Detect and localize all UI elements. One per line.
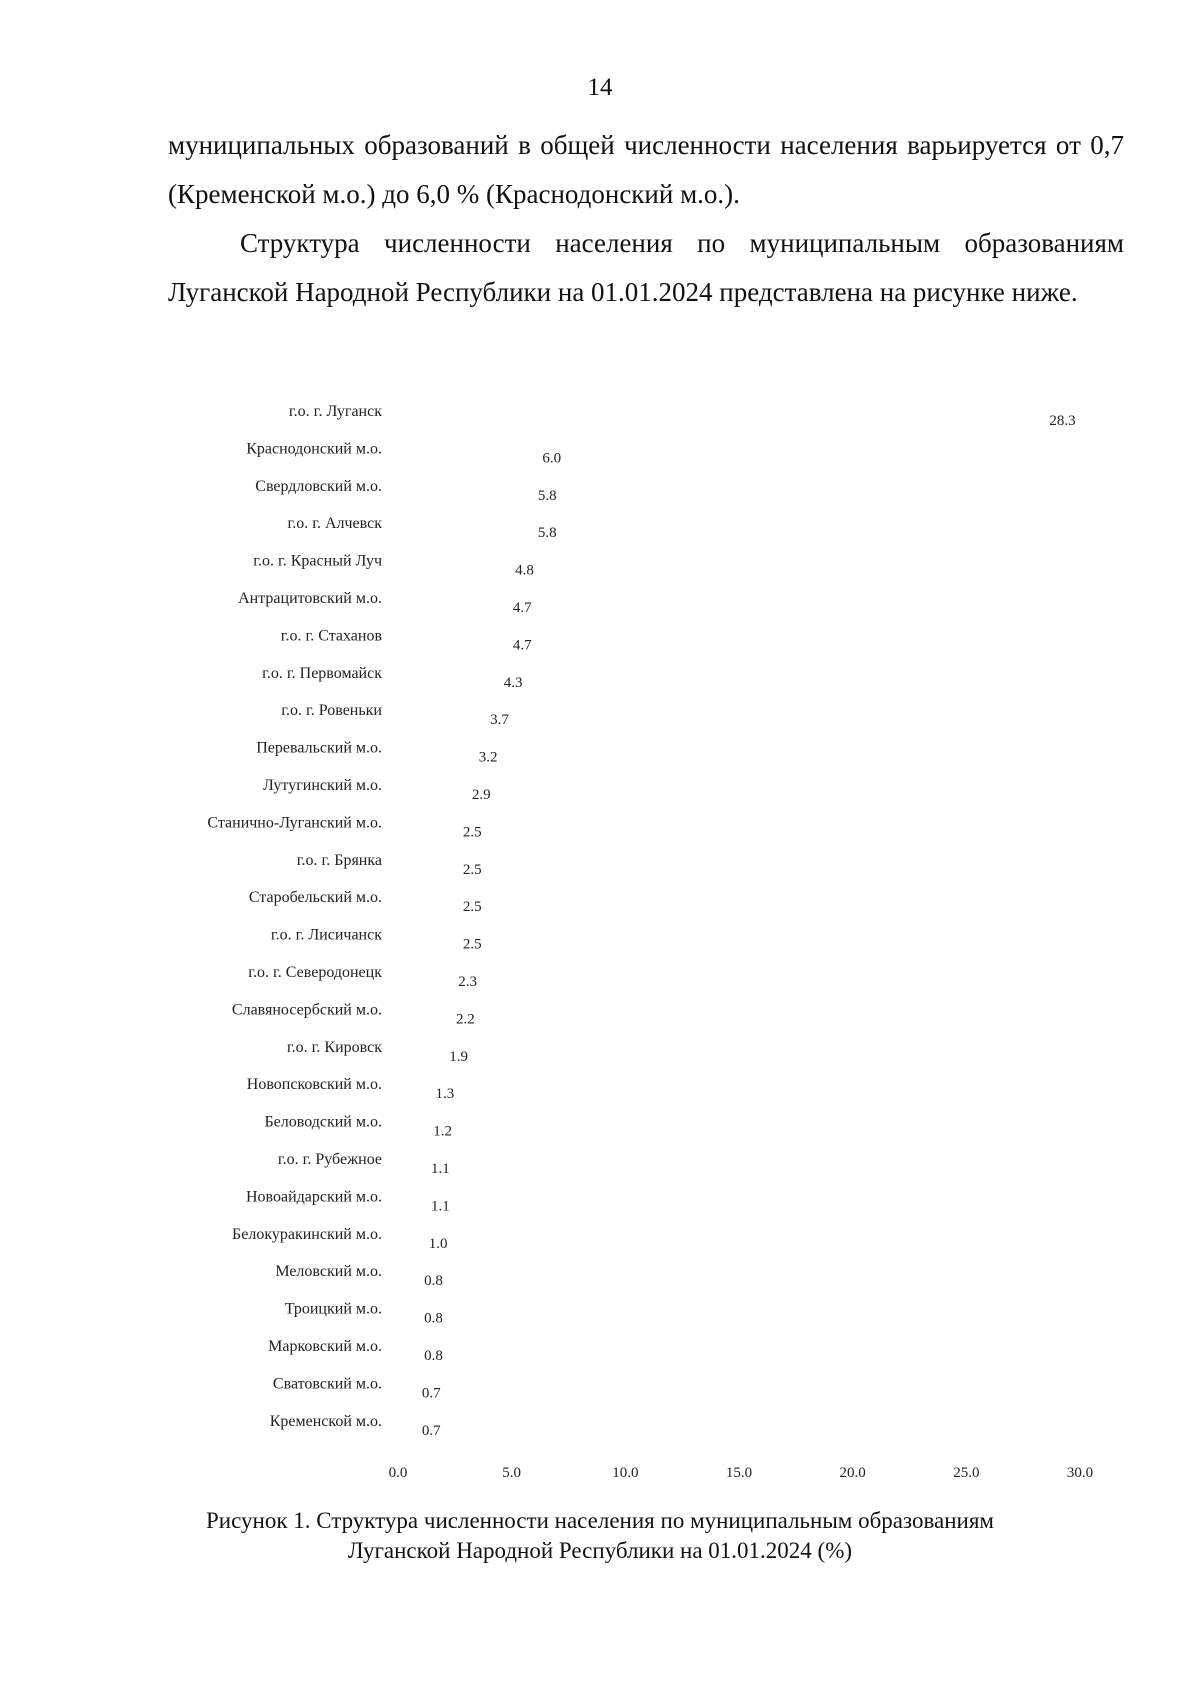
category-label: Марковский м.о. (268, 1338, 382, 1355)
value-label: 4.8 (515, 562, 534, 579)
category-label: Славяносербский м.о. (231, 1001, 382, 1019)
category-label: Белокуракинский м.о. (232, 1225, 382, 1243)
x-tick-label: 0.0 (388, 1465, 408, 1482)
value-label: 2.3 (458, 974, 478, 990)
value-label: 5.8 (537, 525, 557, 542)
value-label: 0.8 (424, 1348, 443, 1364)
category-label: г.о. г. Алчевск (287, 515, 382, 533)
bar (398, 443, 534, 463)
bar (398, 1042, 441, 1062)
category-label: Сватовский м.о. (272, 1375, 382, 1393)
value-label: 0.7 (421, 1422, 441, 1439)
value-label: 2.5 (462, 824, 482, 841)
value-label: 0.8 (424, 1273, 443, 1290)
value-label: 2.5 (462, 936, 482, 953)
value-label: 4.3 (503, 674, 523, 691)
bar (398, 930, 455, 950)
category-label: Краснодонский м.о. (246, 440, 382, 458)
category-label: г.о. г. Северодонецк (248, 964, 382, 981)
category-label: Троицкий м.о. (284, 1300, 382, 1318)
bar (398, 1229, 421, 1249)
bar (398, 855, 455, 875)
value-label: 1.2 (433, 1123, 453, 1140)
category-label: г.о. г. Стаханов (280, 627, 382, 645)
category-label: Новопсковский м.о. (246, 1076, 382, 1094)
bar (398, 1154, 423, 1174)
bar (398, 630, 505, 650)
value-label: 5.8 (537, 487, 557, 504)
x-tick-label: 5.0 (502, 1465, 522, 1482)
category-label: г.о. г. Первомайск (262, 664, 382, 682)
bar (398, 556, 507, 576)
category-label: Новоайдарский м.о. (245, 1188, 382, 1206)
paragraph-2: Структура численности населения по муниципальным образованиям Луганской Народной Республики на 01.01.2024 представлена на рисунке ниже. (168, 228, 1124, 307)
x-tick-label: 20.0 (839, 1465, 866, 1482)
value-label: 4.7 (512, 600, 532, 616)
category-label: Старобельский м.о. (248, 889, 382, 907)
value-label: 6.0 (542, 450, 562, 467)
bar (398, 406, 1041, 426)
category-label: г.о. г. Луганск (288, 403, 382, 420)
bar (398, 1266, 416, 1286)
value-label: 1.9 (449, 1048, 468, 1065)
figure-caption-line-2: Луганской Народной Республики на 01.01.2024 (%) (347, 1538, 853, 1563)
population-structure-chart (0, 390, 1200, 1500)
bar (398, 817, 455, 837)
category-label: Перевальский м.о. (256, 739, 382, 757)
value-label: 2.9 (471, 787, 491, 803)
bar (398, 668, 496, 688)
value-label: 1.0 (428, 1235, 448, 1252)
bar (398, 780, 464, 800)
category-label: Меловский м.о. (275, 1263, 382, 1281)
bar (398, 481, 530, 501)
value-label: 0.8 (424, 1310, 443, 1327)
value-label: 1.1 (431, 1198, 450, 1215)
bar (398, 518, 530, 538)
value-label: 0.7 (421, 1385, 441, 1402)
x-tick-label: 15.0 (725, 1465, 753, 1482)
category-label: г.о. г. Кировск (286, 1038, 382, 1056)
bar (398, 967, 450, 987)
category-label: г.о. г. Лисичанск (270, 926, 382, 944)
figure-caption-line-1: Рисунок 1. Структура численности населения по муниципальным образованиям (206, 1508, 994, 1533)
category-label: г.о. г. Красный Луч (253, 552, 382, 570)
paragraph-1: муниципальных образований в общей численности населения варьируется от 0,7 (Кременской м.о.) до 6,0 % (Краснодонский м.о.). (168, 130, 1124, 209)
value-label: 3.2 (478, 749, 498, 766)
bar (398, 593, 505, 613)
category-label: Антрацитовский м.о. (238, 590, 382, 607)
x-tick-label: 25.0 (953, 1465, 980, 1482)
category-label: Станично-Луганский м.о. (207, 814, 382, 832)
value-label: 2.5 (462, 861, 482, 878)
bar (398, 1341, 416, 1361)
category-label: Свердловский м.о. (255, 477, 382, 495)
figure-caption (150, 1506, 1050, 1566)
bar (398, 705, 482, 725)
bar (398, 1378, 414, 1398)
bar (398, 892, 455, 912)
bar (398, 1117, 425, 1137)
category-label: г.о. г. Брянка (296, 851, 382, 869)
value-label: 2.2 (456, 1011, 475, 1028)
page-number: 14 (587, 74, 613, 101)
bar (398, 1004, 448, 1024)
category-label: Лутугинский м.о. (262, 777, 382, 794)
x-tick-label: 30.0 (1066, 1465, 1094, 1482)
bar (398, 1416, 414, 1436)
value-label: 3.7 (490, 712, 509, 729)
category-label: г.о. г. Рубежное (277, 1151, 382, 1168)
category-label: Кременской м.о. (269, 1412, 382, 1430)
value-label: 1.3 (435, 1086, 455, 1103)
x-tick-label: 10.0 (612, 1465, 639, 1482)
category-label: Беловодский м.о. (264, 1113, 382, 1131)
value-label: 1.1 (431, 1161, 450, 1177)
bar (398, 1191, 423, 1211)
bar (398, 1079, 428, 1099)
value-label: 28.3 (1049, 413, 1076, 429)
value-label: 4.7 (512, 637, 532, 654)
bar (398, 1304, 416, 1324)
category-label: г.о. г. Ровеньки (281, 702, 382, 720)
bar (398, 743, 471, 763)
value-label: 2.5 (462, 899, 482, 916)
